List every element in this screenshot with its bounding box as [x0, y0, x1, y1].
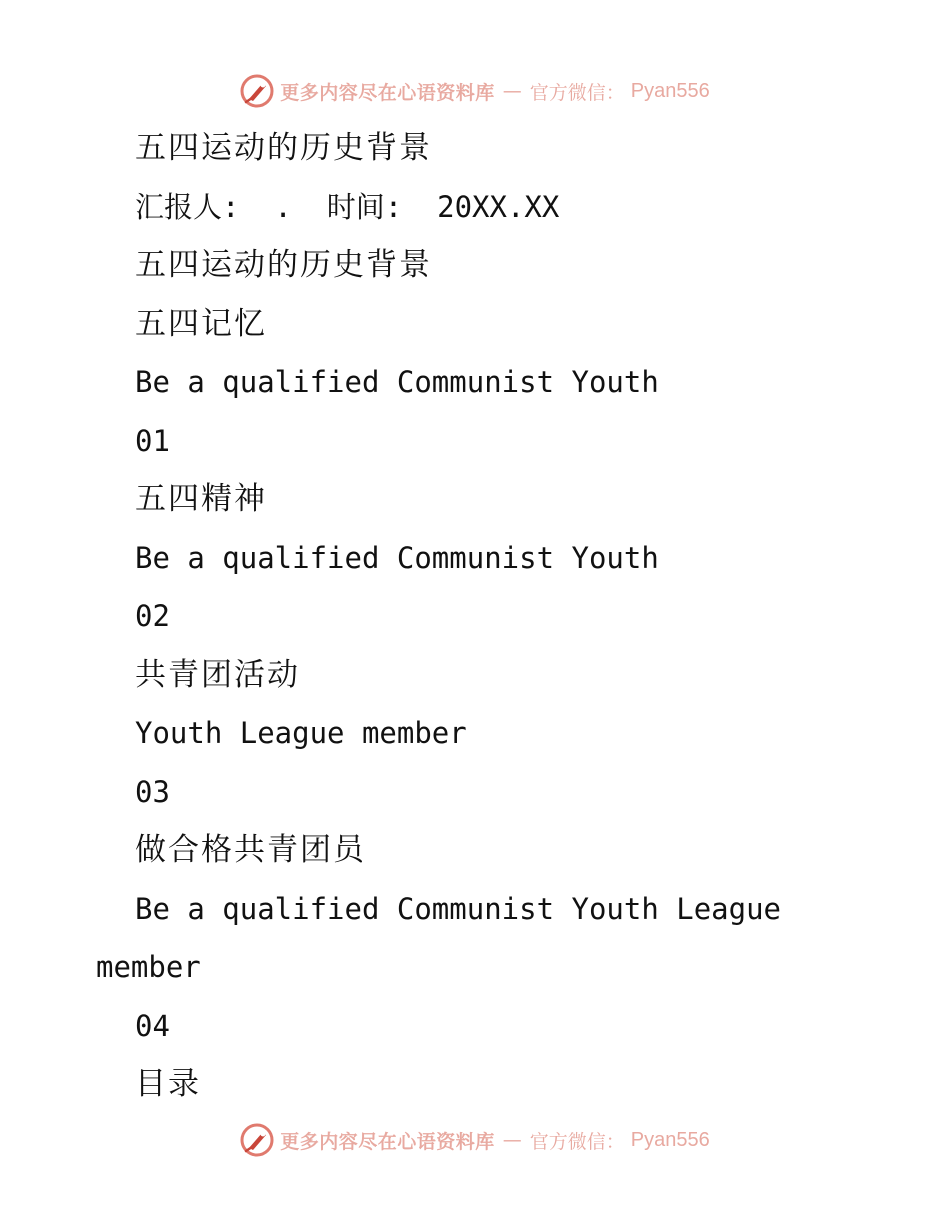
section-number-2: 02 [135, 599, 170, 633]
header-banner-content [240, 74, 710, 108]
section-subtitle-4: Be a qualified Communist Youth League [135, 891, 782, 926]
quill-logo-icon [240, 1123, 274, 1157]
section-title-3: 共青团活动 [135, 656, 300, 693]
footer-banner-slogan: 更多内容尽在心语资料库 [280, 1130, 495, 1153]
footer-banner-wechat-id: Pyan556 [630, 1128, 710, 1151]
section-number-1: 01 [135, 423, 170, 458]
contents-heading: 目录 [135, 1066, 201, 1102]
section-subtitle-2: Be a qualified Communist Youth [135, 540, 659, 575]
footer-banner-wechat-label: 官方微信： [529, 1130, 625, 1153]
header-banner-dash: — [502, 80, 522, 102]
header-banner [0, 71, 950, 111]
reporter-time-line: 汇报人: . 时间: 20XX.XX [135, 189, 560, 224]
header-banner-slogan: 更多内容尽在心语资料库 [280, 81, 495, 104]
doc-line: 五四运动的历史背景 [135, 247, 432, 283]
section-number-4: 04 [135, 1008, 170, 1043]
document-body [0, 119, 950, 1114]
section-title-4: 做合格共青团员 [135, 832, 366, 868]
section-title-1: 五四记忆 [135, 305, 267, 342]
section-title-2: 五四精神 [135, 481, 267, 517]
footer-banner-dash: — [502, 1129, 522, 1151]
section-subtitle-3: Youth League member [135, 716, 467, 750]
header-banner-wechat-label: 官方微信： [529, 81, 625, 104]
section-number-3: 03 [135, 774, 170, 809]
header-banner-wechat-id: Pyan556 [630, 79, 710, 102]
footer-banner [0, 1120, 950, 1160]
quill-logo-icon [240, 74, 274, 108]
doc-title: 五四运动的历史背景 [135, 130, 432, 166]
footer-banner-content [240, 1123, 710, 1157]
section-subtitle-1: Be a qualified Communist Youth [135, 365, 659, 399]
section-subtitle-4-continued: member [96, 950, 201, 984]
